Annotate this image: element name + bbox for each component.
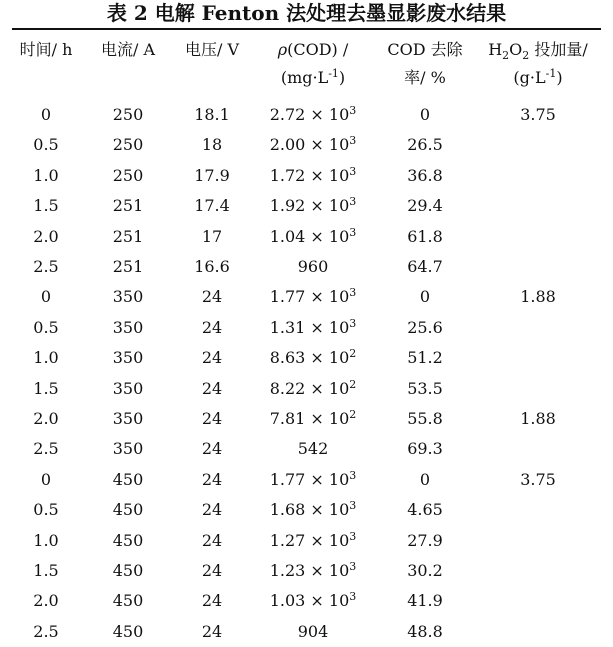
cell-current: 250 (112, 165, 144, 185)
cell-cod (258, 404, 368, 434)
cell-cod-exponent: 3 (349, 468, 357, 482)
cell-voltage: 24 (201, 348, 223, 368)
table-row (0, 252, 613, 282)
cell-cod (258, 374, 368, 404)
header-h2o2-line1 (478, 36, 598, 64)
header-h2o2-o: O (509, 40, 523, 59)
cell-cod-exponent: 3 (349, 225, 357, 239)
cell-cod-times-ten: × 10 (305, 561, 350, 580)
cell-current: 350 (112, 439, 144, 459)
cell-current: 450 (112, 591, 144, 611)
cell-current: 251 (112, 226, 144, 246)
cell-cod-times-ten: × 10 (305, 591, 350, 611)
cell-removal: 0 (419, 469, 431, 489)
header-cod-unit-exp: -1 (328, 67, 339, 80)
cell-cod-times-ten: × 10 (305, 287, 350, 307)
cell-cod-mantissa: 8.63 (269, 348, 306, 368)
cell-cod-mantissa: 1.31 (269, 317, 306, 337)
header-h2o2-h: H (488, 40, 503, 59)
cell-removal: 69.3 (407, 439, 443, 459)
cell-cod-times-ten: × 10 (305, 105, 350, 124)
cell-voltage: 17.9 (194, 165, 230, 185)
header-time (10, 36, 82, 100)
cell-cod-times-ten: × 10 (305, 135, 350, 155)
cell-h2o2: 1.88 (520, 409, 556, 428)
cell-cod-mantissa: 7.81 (269, 409, 306, 428)
cell-removal: 41.9 (407, 591, 443, 611)
cell-cod-exponent: 2 (349, 347, 357, 361)
cell-time: 2.0 (33, 409, 59, 428)
cell-current: 250 (112, 135, 144, 155)
cell-cod-mantissa: 1.92 (269, 196, 306, 216)
cell-current: 251 (112, 196, 144, 216)
cell-removal: 36.8 (407, 165, 443, 185)
table-row (0, 343, 613, 373)
header-h2o2-unit: (g·L (513, 68, 546, 87)
cell-time: 0 (40, 469, 52, 489)
cell-time: 0.5 (33, 500, 59, 520)
cell-time: 1.5 (33, 561, 59, 580)
cell-removal: 53.5 (407, 378, 443, 398)
cell-cod (258, 161, 368, 191)
cell-cod (258, 465, 368, 495)
cell-voltage: 24 (201, 591, 223, 611)
cell-removal: 30.2 (407, 561, 443, 580)
cell-voltage: 18 (201, 135, 223, 155)
cell-cod-exponent: 3 (349, 195, 357, 209)
cell-cod-mantissa: 1.27 (269, 530, 306, 550)
cell-current: 450 (112, 530, 144, 550)
cell-cod (258, 526, 368, 556)
cell-cod-mantissa: 1.77 (269, 287, 306, 307)
cell-cod-times-ten: × 10 (305, 378, 350, 398)
cell-cod (258, 556, 368, 586)
table-row (0, 313, 613, 343)
cell-current: 250 (112, 105, 144, 124)
cell-cod-exponent: 2 (349, 408, 357, 421)
cell-time: 1.0 (33, 165, 59, 185)
cell-removal: 27.9 (407, 530, 443, 550)
cell-cod-mantissa: 1.23 (269, 561, 306, 580)
header-current-label: 电流/ A (100, 40, 156, 59)
cell-voltage: 24 (201, 561, 223, 580)
cell-voltage: 24 (201, 621, 223, 641)
table-row (0, 161, 613, 191)
cell-voltage: 24 (201, 500, 223, 520)
table-row (0, 374, 613, 404)
cell-cod-times-ten: × 10 (305, 530, 350, 550)
cell-current: 350 (112, 409, 144, 428)
cell-cod-exponent: 3 (349, 560, 357, 573)
table-top-rule (12, 28, 601, 30)
cell-removal: 61.8 (407, 226, 443, 246)
cell-cod-mantissa: 8.22 (269, 378, 306, 398)
cell-time: 1.5 (33, 196, 59, 216)
table-title: 表 2 电解 Fenton 法处理去墨显影废水结果 (106, 1, 507, 25)
cell-cod-mantissa: 1.04 (269, 226, 306, 246)
cell-cod-times-ten: × 10 (305, 165, 350, 185)
cell-time: 1.0 (33, 530, 59, 550)
cell-current: 251 (112, 257, 144, 276)
header-cod-line1-text: (COD) / (287, 40, 349, 59)
cell-cod: 960 (297, 257, 329, 276)
cell-voltage: 24 (201, 409, 223, 428)
header-h2o2-unit-close: ) (556, 68, 563, 87)
table-row (0, 556, 613, 586)
header-h2o2-text: 投加量/ (529, 40, 588, 59)
table-row (0, 222, 613, 252)
table-row (0, 191, 613, 221)
table-row (0, 282, 613, 312)
header-current (88, 36, 168, 100)
cell-cod-times-ten: × 10 (305, 196, 350, 216)
table-row (0, 130, 613, 160)
table-row (0, 617, 613, 647)
cell-cod-mantissa: 1.68 (269, 500, 306, 520)
cell-current: 450 (112, 621, 144, 641)
cell-removal: 51.2 (407, 348, 443, 368)
cell-cod (258, 495, 368, 525)
cell-removal: 0 (419, 287, 431, 307)
cell-voltage: 24 (201, 469, 223, 489)
cell-cod-exponent: 2 (349, 377, 357, 391)
cell-removal: 64.7 (407, 257, 443, 276)
cell-voltage: 24 (201, 439, 223, 459)
cell-cod-times-ten: × 10 (305, 500, 350, 520)
cell-cod-exponent: 3 (349, 590, 357, 604)
header-time-label: 时间/ h (19, 40, 73, 59)
cell-time: 0 (40, 287, 52, 307)
cell-current: 350 (112, 378, 144, 398)
cell-time: 1.0 (33, 348, 59, 368)
cell-cod (258, 282, 368, 312)
cell-removal: 0 (419, 105, 431, 124)
cell-current: 350 (112, 287, 144, 307)
cell-cod-exponent: 3 (349, 316, 357, 330)
cell-cod (258, 130, 368, 160)
cell-cod (258, 222, 368, 252)
cell-cod-mantissa: 1.03 (269, 591, 306, 611)
table-row (0, 526, 613, 556)
cell-time: 1.5 (33, 378, 59, 398)
table-row (0, 404, 613, 434)
cell-time: 2.0 (33, 591, 59, 611)
cell-cod-mantissa: 2.00 (269, 135, 306, 155)
cell-cod (258, 313, 368, 343)
header-cod-unit-close: ) (338, 68, 346, 87)
cell-h2o2: 1.88 (520, 287, 556, 307)
cell-current: 450 (112, 561, 144, 580)
cell-time: 2.5 (33, 439, 59, 459)
cell-voltage: 24 (201, 530, 223, 550)
header-voltage-label: 电压/ V (184, 40, 240, 59)
cell-cod-exponent: 3 (349, 164, 357, 178)
cell-time: 2.5 (33, 621, 59, 641)
header-h2o2 (478, 36, 598, 100)
cell-cod-times-ten: × 10 (305, 317, 350, 337)
cell-cod (258, 586, 368, 616)
table-row (0, 465, 613, 495)
cell-current: 350 (112, 317, 144, 337)
cell-cod (258, 100, 368, 130)
cell-cod: 542 (297, 439, 329, 459)
cell-voltage: 16.6 (194, 257, 230, 276)
cell-removal: 55.8 (407, 409, 443, 428)
table-row (0, 495, 613, 525)
cell-voltage: 18.1 (194, 105, 230, 124)
cell-voltage: 24 (201, 378, 223, 398)
header-removal-line2: 率/ % (404, 68, 446, 87)
table-row (0, 434, 613, 464)
table-row (0, 100, 613, 130)
cell-time: 2.0 (33, 226, 59, 246)
cell-voltage: 24 (201, 287, 223, 307)
cell-cod-exponent: 3 (349, 499, 357, 513)
cell-cod-times-ten: × 10 (305, 469, 350, 489)
cell-voltage: 17 (201, 226, 223, 246)
cell-time: 0 (40, 105, 52, 124)
cell-current: 450 (112, 500, 144, 520)
header-h2o2-sub2: 2 (522, 49, 530, 62)
header-cod-line2 (258, 64, 368, 92)
header-cod-line1 (258, 36, 368, 64)
cell-cod-exponent: 3 (349, 529, 357, 543)
cell-cod-times-ten: × 10 (305, 226, 350, 246)
cell-removal: 26.5 (407, 135, 443, 155)
header-voltage (172, 36, 252, 100)
cell-voltage: 17.4 (194, 196, 230, 216)
header-removal-line1: COD 去除 (387, 40, 463, 59)
cell-time: 0.5 (33, 317, 59, 337)
cell-h2o2: 3.75 (520, 105, 556, 124)
cell-removal: 25.6 (407, 317, 443, 337)
table-row (0, 586, 613, 616)
cell-current: 450 (112, 469, 144, 489)
cell-cod: 904 (297, 621, 329, 641)
cell-time: 0.5 (33, 135, 59, 155)
cell-cod (258, 343, 368, 373)
header-cod-symbol: ρ (277, 40, 288, 59)
cell-cod-exponent: 3 (349, 286, 357, 300)
cell-cod-exponent: 3 (349, 104, 357, 117)
header-cod-unit: (mg·L (280, 68, 329, 87)
cell-removal: 4.65 (407, 500, 443, 520)
header-h2o2-line2 (478, 64, 598, 92)
cell-cod-mantissa: 2.72 (269, 105, 306, 124)
cell-cod-mantissa: 1.72 (269, 165, 306, 185)
cell-cod-times-ten: × 10 (305, 409, 350, 428)
cell-removal: 29.4 (407, 196, 443, 216)
cell-h2o2: 3.75 (520, 469, 556, 489)
cell-cod-exponent: 3 (349, 134, 357, 148)
header-h2o2-unit-exp: -1 (545, 67, 557, 80)
cell-removal: 48.8 (407, 621, 443, 641)
header-cod (258, 36, 368, 100)
cell-cod-times-ten: × 10 (305, 348, 350, 368)
cell-time: 2.5 (33, 257, 59, 276)
cell-current: 350 (112, 348, 144, 368)
cell-cod (258, 191, 368, 221)
header-h2o2-sub1: 2 (502, 49, 510, 62)
cell-voltage: 24 (201, 317, 223, 337)
header-removal (375, 36, 475, 100)
cell-cod-mantissa: 1.77 (269, 469, 306, 489)
